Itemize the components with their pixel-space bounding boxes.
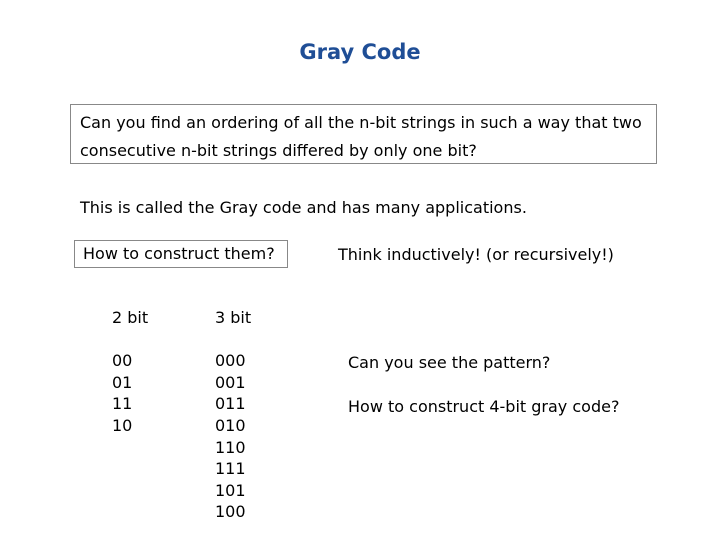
question-box: Can you find an ordering of all the n-bit strings in such a way that two consecutive n-bit strings differed by only one bit?: [70, 104, 657, 164]
code-value: 00: [112, 351, 133, 371]
code-value: 100: [215, 502, 246, 522]
code-value: 001: [215, 372, 246, 392]
pattern-question: Can you see the pattern?: [348, 353, 551, 372]
code-value: 10: [112, 415, 133, 435]
column-header: 2 bit: [112, 308, 149, 327]
code-value: 000: [215, 351, 246, 371]
column-header: 3 bit: [215, 308, 252, 327]
construct-box: How to construct them?: [74, 240, 288, 268]
code-value: 111: [215, 459, 246, 479]
code-value: 101: [215, 480, 246, 500]
two-bit-column: [112, 307, 148, 437]
slide-title: Gray Code: [299, 40, 421, 64]
four-bit-question: How to construct 4-bit gray code?: [348, 397, 620, 416]
gray-code-statement: This is called the Gray code and has many applications.: [80, 198, 527, 217]
code-value: 11: [112, 394, 133, 414]
inductive-hint: Think inductively! (or recursively!): [338, 245, 614, 264]
code-value: 01: [112, 372, 133, 392]
code-value: 010: [215, 415, 246, 435]
three-bit-column: [215, 307, 251, 523]
code-value: 011: [215, 394, 246, 414]
code-value: 110: [215, 437, 246, 457]
